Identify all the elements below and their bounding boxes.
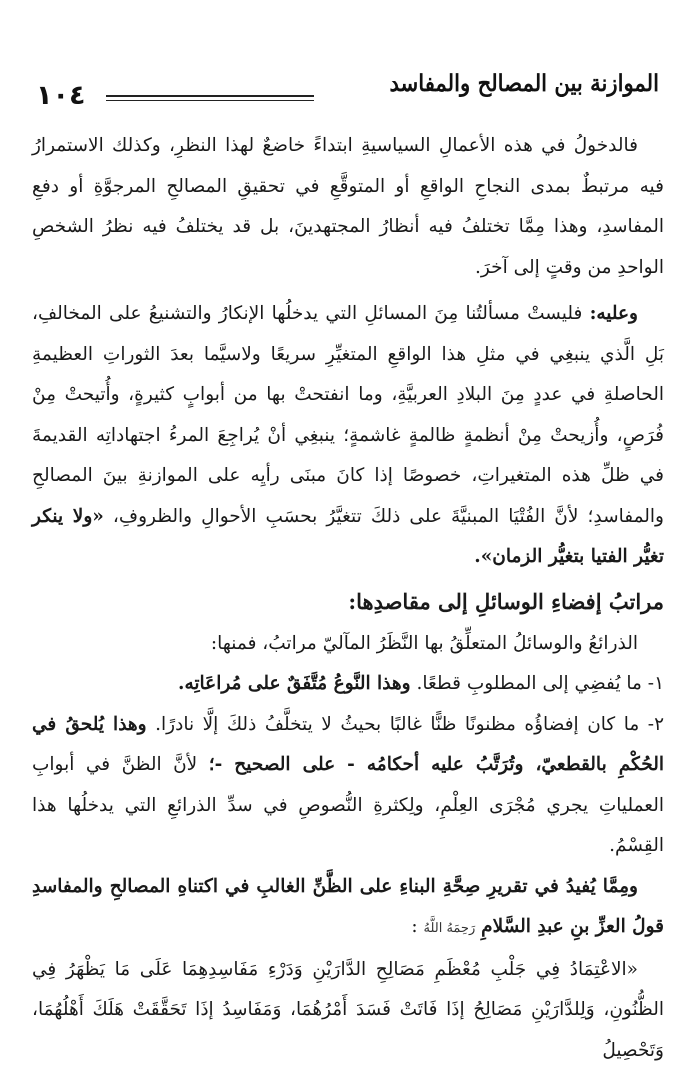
list-item-2-bold: وهذا يُلحقُ في الحُكْمِ بالقطعيّ، وتُرَتَّبُ عليه أحكامُه - على الصحيح -؛ — [32, 713, 664, 775]
paragraph-2-lead: وعليه: — [589, 303, 638, 324]
quotation: «الاعْتِمَادُ فِي جَلْبِ مُعْظَمِ مَصَالِحِ الدَّارَيْنِ وَدَرْءِ مَفَاسِدِهِمَا عَلَى مَا يَظْهَرُ فِي الظُّنُونِ، وَلِلدَّارَيْنِ مَصَالِحُ إذَا فَاتَتْ فَسَدَ أَمْرُهُمَا، وَمَفَاسِدُ إذَا تَحَقَّقَتْ هَلَكَ أَهْلُهُمَا، وَتَحْصِيلُ — [32, 958, 664, 1061]
header-rule — [106, 95, 314, 97]
paragraph-4 — [32, 867, 664, 950]
paragraph-4-end: : — [411, 916, 418, 937]
page-number: ١٠٤ — [36, 80, 86, 111]
list-item-2-text: ٢- ما كان إفضاؤُه مظنونًا ظنًّا غالبًا بحيثُ لا يتخلَّفُ ذلكَ إلَّا نادرًا. — [155, 713, 664, 735]
running-title: الموازنة بين المصالح والمفاسد — [389, 70, 659, 97]
section-heading: مراتبُ إفضاءِ الوسائلِ إلى مقاصدِها: — [348, 588, 664, 614]
list-item-1 — [32, 664, 664, 705]
paragraph-4-text: ومِمَّا يُفيدُ في تقريرِ صِحَّةِ البناءِ على الظَّنِّ الغالبِ في اكتناهِ المصالحِ والمفاسدِ قولُ العزِّ بنِ عبدِ السَّلامِ — [32, 875, 664, 937]
list-item-2-rest: لأنَّ الظنَّ في أبوابِ العملياتِ يجري مُجْرَى العِلْمِ، ولِكثرةِ النُّصوصِ في سدِّ الذرائعِ التي يدخلُها هذا القِسْمُ. — [32, 754, 664, 856]
paragraph-2-quote: «ولا ينكر تغيُّر الفتيا بتغيُّر الزمان». — [32, 505, 664, 567]
honorific: رَحِمَهُ اللَّهُ — [423, 921, 476, 936]
paragraph-1: فالدخولُ في هذه الأعمالِ السياسيةِ ابتداءً خاضعٌ لهذا النظرِ، وكذلك الاستمرارُ فيه مرتبطٌ بمدى النجاحِ الواقعِ أو المتوقَّعِ في تحقيقِ المصالحِ المرجوَّةِ أو دفعِ المفاسدِ، وهذا مِمَّا تختلفُ فيه أنظارُ المجتهدينَ، بل قد يختلفُ فيه نظرُ الشخصِ الواحدِ من وقتٍ إلى آخرَ. — [32, 135, 664, 278]
header-rule-thin — [106, 100, 314, 101]
paragraph-3: الذرائعُ والوسائلُ المتعلِّقُ بها النَّظَرُ المآليّ مراتبُ، فمنها: — [210, 632, 638, 654]
list-item-1-bold: وهذا النَّوعُ مُتَّفَقٌ على مُراعَاتِه. — [178, 673, 411, 694]
page-body — [32, 126, 664, 1071]
page-header — [30, 56, 665, 112]
list-item-1-text: ١- ما يُفضِي إلى المطلوبِ قطعًا. — [416, 673, 664, 694]
paragraph-2-text: فليستْ مسألتُنا مِنَ المسائلِ التي يدخلُها الإنكارُ والتشنيعُ على المخالفِ، بَلِ الَّذي ينبغِي في مثلِ هذا الواقعِ المتغيِّرِ سريعًا ولاسيَّما بعدَ الثوراتِ العظيمةِ الحاصلةِ في عددٍ مِنَ البلادِ العربيَّةِ، وما انفتحتْ بها من أبوابٍ كثيرةٍ، وأُتيحتْ مِنْ فُرَصٍ، وأُزيحتْ مِنْ أنظمةٍ ظالمةٍ غاشمةٍ؛ ينبغِي أنْ يُراجِعَ المرءُ اجتهاداتِه القديمةَ في ظلِّ هذه المتغيراتِ، خصوصًا إذا كانَ مبنَى رأيِه على الموازنةِ بينَ المصالحِ والمفاسدِ؛ لأنَّ الفُتْيَا المبنيَّةَ على ذلكَ تتغيَّرُ بحسَبِ الأحوالِ والظروفِ، — [32, 303, 664, 527]
list-item-2 — [32, 705, 664, 867]
paragraph-2 — [32, 294, 664, 578]
